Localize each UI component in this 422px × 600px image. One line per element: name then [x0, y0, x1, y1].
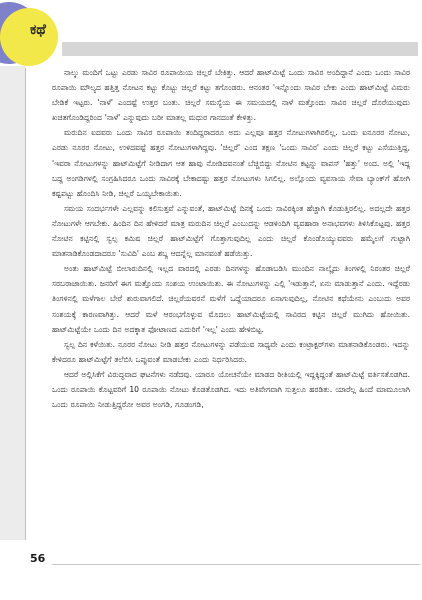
paragraph: ಸಮಯ ಸಂದರ್ಭಗಳೇ ಎಲ್ಲವನ್ನು ಕಲಿಸುತ್ತವೆ ಎನ್ನುವಂತೆ, ಹಾಟ್‌ಮಿಟ್ಟೆ ದಿನಕ್ಕೆ ಒಂದು ಸಾವಿರಕ್ಕಿಂತ ಹೆಚ್ಚಾಗಿ ಕೊಡುತ್ತಿರಲಿಲ್ಲ. ಅದಲ್ಲದೇ ಹತ್ತರ ನೋಟುಗಳೇ ಆಗಬೇಕು. ಹಿಂದಿನ ದಿನ ಹೇಳಿದರೆ ಮಾತ್ರ ಮರುದಿನ ಚಿಲ್ಲರೆ ಎಂಬುದನ್ನು ಆಡಳಿಂದಿಗಿ ವ್ಯವಹಾರಾ ಅನಾಭವಗಳು ತಿಳಿಸಿಕೊಟ್ಟವು. ಹತ್ತರ ನೋಟಿನ ಕಟ್ಟಿನಲ್ಲಿ ಸ್ವಲ್ಪ ಕಮಿಷ ಚಿಲ್ಲರೆ ಹಾಟ್‌ಮಿಟ್ಟೆಗೆ ಗೊತ್ತಾಗುವುದಿಲ್ಲ ಎಂದು ಚಿಲ್ಲರೆ ಕೊಂಡೊಯ್ಯುವವರು ಹಮ್ಮೆಲಗೆ ಗುಟ್ಟಾಗಿ ಮಾತನಾಡಿಕೊಂಡದಾದರೂ 'ಸುವಿದಿ' ಎಂಬ ಶಬ್ದ ಆದನ್ನೆಲ್ಲ ಮಾನವಂತೆ ಹಡೆಯಿತ್ತು.	[52, 203, 410, 259]
left-margin-rule	[25, 68, 26, 540]
paragraph: ಸ್ವಲ್ಪ ದಿನ ಕಳೆಯಿತು. ನೂರರ ನೋಟು ನೀಡಿ ಹತ್ತರ ನೋಟುಗಳನ್ನು ಪಡೆಯುವ ಸಾಧ್ಯವೇ ಎಂದು ಕಂಟ್ರಾಕ್ಟರ್‌ಗಳು ಮಾತನಾಡಿಕೊಂಡರು. ಇದನ್ನು ಕೇಳಿದರೂ ಹಾಟ್‌ಮಿಟ್ಟೆಗೆ ತಲೆಬಿಸಿ ಒಪ್ಪುವಂತೆ ಮಾಡಬೇಕು ಎಂದು ನಿರ್ಧರಿಸಿದರು.	[52, 339, 410, 364]
section-title: ಕಥೆ	[30, 22, 46, 38]
yellow-circle-shape	[0, 8, 58, 66]
article-body	[52, 65, 410, 553]
left-margin-band	[0, 66, 25, 540]
page-number: 56	[30, 552, 46, 565]
paragraph: ಆದರೆ ಅಲ್ಲಿಸಿಕೆಗೆ ವಿರುದ್ಧವಾದ ಘಟನೆಗಳು ನಡೆದವು. ಯಾರೂ ಯೋಚನೆಯೇ ಮಾಡದ ರೀತಿಯಲ್ಲಿ ಇದ್ದಕ್ಕಿದ್ದಂತೆ ಹಾಟ್‌ಮಿಟ್ಟೆ ವರ್ತಿಸತೊಡಗಿದ. ಒಂದು ರೂಪಾಯಿ ಕೊಟ್ಟವರಿಗೆ 10 ರೂಪಾಯಿ ನೋಟು ಕೊಡತೊಡಗಿದ. ಇದು ಅತಿವೇಗವಾಗಿ ಸುತ್ತಲೂ ಹರಡಿತು. ಯಾರೆಲ್ಲ ಹಿಂದೆ ಮಾಮೂಲಾಗಿ ಒಂದು ರೂಪಾಯಿ ನೀಡುತ್ತಿದ್ದರೋ ಅವರ ಅಂಗಡಿ, ಗೂಡಂಗಡಿ,	[52, 369, 410, 410]
paragraph: ನಾಲ್ಕು ಮಂದಿಗೆ ಒಟ್ಟು ಎರಡು ಸಾವಿರ ರೂಪಾಯಿಯ ಚಿಲ್ಲರೆ ಬೇಕಿತ್ತು. ಆದರೆ ಹಾಟ್‌ಮಿಟ್ಟೆ ಒಂದು ಸಾವಿರ ಅಂದಿದ್ದಾನೆ ಎಂದು ಒಂದು ಸಾವಿರ ರೂಪಾಯಿ ಮೌಲ್ಯದ ಹತ್ತಿತ್ತ ನೋಟನ ಕಟ್ಟು ಕೊಟ್ಟು ಚಿಲ್ಲರೆ ಕಟ್ಟು ತಗೊಂಡರು. ಆನಂತರ 'ಇನ್ನೊಂದು ಸಾವಿರ ಬೇಕು ಎಂದು ಹಾಟ್‌ಮಿಟ್ಟೆ ವಿಮರು ಬೇಡಿಕೆ ಇಟ್ಟರು. 'ನಾಳೆ' ಎಂದಷ್ಟೆ ಉತ್ತರ ಬಂತು. ಚಿಲ್ಲರೆ ಸಮಸ್ಯೆಯ ಈ ಸಮಯದಲ್ಲಿ ನಾಳೆ ಮತ್ತೊಂದು ಸಾವಿರ ಚಿಲ್ಲರೆ ದೊರೆಯುವುದು ಖಚಿತಗೊಂಡಿದ್ದರಿಂದ 'ನಾಳೆ' ಎನ್ನುವುದು ಬರೀ ಮಾತಲ್ಲ ಮಧುರ ಗಾನದಂತೆ ಕೇಳಿತ್ತು.	[52, 68, 410, 123]
bottom-rule	[52, 564, 420, 565]
paragraph: ಮರುದಿನ ಐದವರು ಒಂದು ಸಾವಿರ ರೂಪಾಯಿ ತಂದಿದ್ದರಾದರೂ ಅದು ಎಲ್ಲವೂ ಹತ್ತರ ನೋಟುಗಳಾಗಿರಲಿಲ್ಲ. ಒಂದು ಐನೂರರ ನೋಟು, ಎರಡು ನೂರರ ನೋಟು, ಉಳಿದವಷ್ಟೆ ಹತ್ತರ ನೋಟುಗಳಾಗಿದ್ದವು. 'ಚಿಲ್ಲರೆ' ಎಂದ ತಕ್ಷಣ 'ಒಂದು ಸಾವಿರ' ಎಂದು ಚಿಲ್ಲರೆ ಕಟ್ಟು ಎಸೆಯುತ್ತಿದ್ದ, 'ಇವರಾ ನೋಟುಗಳನ್ನು ಹಾಟ್‌ಮಿಟ್ಟೆಗೆ ನೀಡಿದಾಗ ಆತ ಹಾವು ನೋಡಿದವನಂತೆ ಬೆಚ್ಚಿಬಿದ್ದು ನೋಟಿನ ಕಟ್ಟನ್ನು ವಾಪಸ್ 'ಹತ್ತು' ಅಂದ. ಅಲ್ಲಿ 'ಇದ್ದ ಬದ್ದ ಅಂಗಡಿಗಳಲ್ಲಿ ಸಂಗ್ರಹಿಸಿದರೂ ಒಂದು ಸಾವಿರಕ್ಕೆ ಬೇಕಾದಷ್ಟು ಹತ್ತರ ನೋಟುಗಳು ಸಿಗಲಿಲ್ಲ. ಅಲ್ಲೊಂದು ವ್ಯವಸಾಯ ಸೇವಾ ಬ್ಯಾಂಕ್‌ಗೆ ಹೋಗಿ ಕಷ್ಟಪಟ್ಟು ಹೊಂದಿಸಿ ನೀಡಿ, ಚಿಲ್ಲರೆ ಒಯ್ಯಬೇಕಾಯಿತು.	[52, 128, 410, 198]
paragraph: ಅಂತು ಹಾಟ್‌ಮಿಟ್ಟೆ ಬೀಲಾರುದಿನಲ್ಲಿ ಇಲ್ಲದ ವಾರದಲ್ಲಿ ಎರಡು ದಿನಗಳನ್ನು ಹೊಡಾಬಡಿಸಿ ಮುಂದಿನ ನಾಲ್ಕೈದು ತಿಂಗಳಲ್ಲಿ ನಿರಂತರ ಚಿಲ್ಲರೆ ಸರಬರಾಜಾಯಿತು. ಜನರಿಗೆ ಈಗ ಮತ್ತೊಂದು ಸಂಶಯ ಉಂಟಾಯಿತು. ಈ ನೋಟುಗಳನ್ನು ಎಲ್ಲಿ 'ಇಡುತ್ತಾನೆ, ಏನು ಮಾಡುತ್ತಾನೆ ಎಂದು. ಇದ್ದೆರಡು ತಿಂಗಳಿನಲ್ಲಿ ಮಳೆಗಾಲ ಬೇರೆ ಶುರುವಾಗಲಿದೆ. ಚಿಲ್ಲರೆಯವರನೆ ಮಳೆಗೆ ಒದ್ದೆಯಾದರೂ ಏನಾಗುವುದಿಲ್ಲ, ನೋಟಿನ ಕಥೆಯೇನು ಎಂಬುದು ಅವರ ಸಂಶಯಕ್ಕೆ ಕಾರಣವಾಗಿತ್ತು. ಆದರೆ ಮಳೆ ಆರಂಭಗೊಳ್ಳುವ ಮೊದಲು ಹಾಟ್‌ಮಿಟ್ಟೆಯಲ್ಲಿ ಸಾವಿರದ ಕಟ್ಟಿನ ಚಿಲ್ಲರೆ ಮುಗಿದು ಹೋಯಿತು. ಹಾಟ್‌ಮಿಟ್ಟೆಯೇ ಒಂದು ದಿನ ಅದಕ್ಕಾತ ಫೋಟಾಣದ ಎದುರಿಗೆ 'ಇಲ್ಲ' ಎಂದು ಹೇಳಿಬಿಟ್ಟ.	[52, 264, 410, 334]
header-band	[62, 42, 418, 56]
